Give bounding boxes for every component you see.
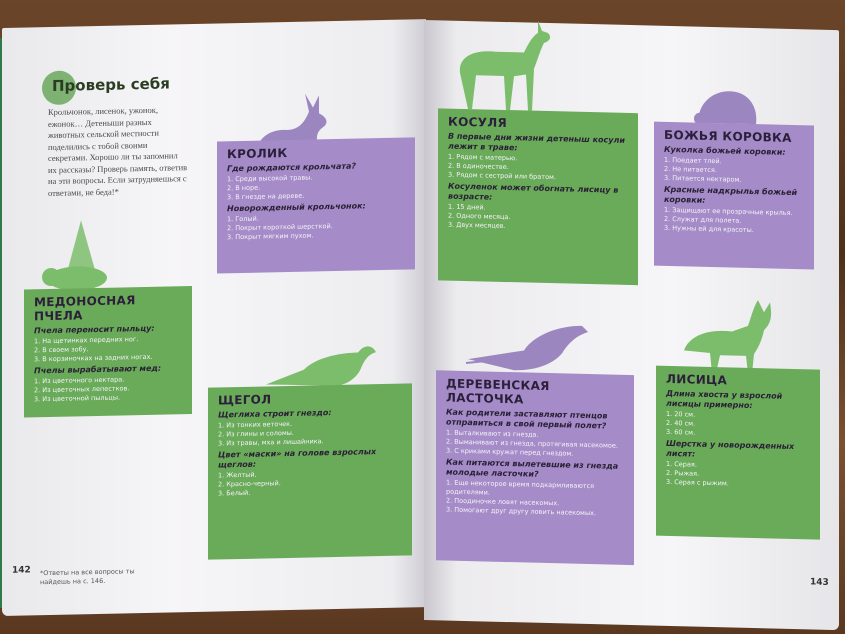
answer: 2. В одиночестве. [448, 161, 509, 172]
answer: 1. Поедает тлей. [664, 155, 722, 166]
left-page [2, 19, 426, 616]
answer: 2. Выманивают из гнезда, протягивая насекомое. [446, 437, 618, 450]
question: Как родители заставляют птенцов отправиться в свой первый полет? [446, 407, 608, 431]
card-swallow [436, 370, 634, 565]
card-rabbit [217, 137, 415, 273]
question: Косуленок может обогнать лисицу в возрасте: [448, 181, 619, 202]
answer: 3. Из травы, мха и лишайника. [218, 437, 324, 448]
card-title: ЩЕГОЛ [218, 392, 272, 408]
question: Цвет «маски» на голове взрослых щеглов: [218, 447, 377, 470]
question: В первые дни жизни детеныш косули лежит в траве: [448, 131, 625, 153]
card-title: МЕДОНОСНАЯ ПЧЕЛА [34, 293, 136, 324]
answer: 1. Еще некоторое время подкармливаются родителями. [446, 478, 595, 497]
card-title: КРОЛИК [227, 146, 288, 162]
answer: 1. Рядом с матерью. [448, 152, 518, 163]
answer: 2. В своем зобу. [34, 345, 89, 355]
card-title: БОЖЬЯ КОРОВКА [664, 127, 792, 145]
question: Длина хвоста у взрослой лисицы примерно: [666, 388, 783, 411]
answer: 1. Голый. [227, 214, 259, 224]
answer: 1. Среди высокой травы. [227, 173, 313, 184]
roe-deer-silhouette [454, 13, 554, 115]
footnote: *Ответы на все вопросы ты найдешь на с. 146. [40, 567, 135, 587]
question: Как питаются вылетевшие из гнезда молодые ласточки? [446, 457, 619, 479]
answer: 3. Из цветочной пыльцы. [34, 393, 121, 404]
answer: 3. Белый. [218, 488, 251, 498]
card-fox [656, 366, 820, 540]
answer: 3. Питается нектаром. [664, 173, 742, 184]
answer: 2. Не питается. [664, 164, 717, 175]
answer: 2. Служат для полета. [664, 214, 742, 225]
answer: 3. Двух месяцев. [448, 220, 506, 230]
page-number: 142 [12, 565, 31, 576]
answer: 3. Серая с рыжим. [666, 477, 729, 488]
question: Пчела переносит пыльцу: [34, 323, 155, 336]
fox-silhouette [680, 294, 780, 376]
answer: 2. 40 см. [666, 418, 696, 428]
question: Где рождаются крольчата? [227, 161, 357, 174]
answer: 1. На щетинках передних ног. [34, 335, 139, 346]
question: Щеглиха строит гнездо: [218, 408, 332, 420]
answer: 3. Рядом с сестрой или братом. [448, 170, 557, 182]
card-bee [24, 286, 192, 418]
answer: 2. В норе. [227, 183, 261, 193]
intro-text: Крольчонок, лисенок, ужонок, ежонок… Детеныши разных животных сельской местности поделились с тобой своими секретами. Хорошо ли ты запомнил их рассказы? Проверь память, ответив на эти вопросы. Если затрудняешься с ответами, не беда!* [48, 104, 188, 198]
answer: 2. Покрыт короткой шерсткой. [227, 222, 333, 233]
answer: 2. Из глины и соломы. [218, 428, 294, 439]
answer: 3. В гнезде на дереве. [227, 191, 305, 202]
question: Новорожденный крольчонок: [227, 201, 366, 214]
bee-silhouette [37, 216, 117, 296]
answer: 1. Из цветочного нектара. [34, 375, 125, 386]
right-page [424, 20, 839, 630]
card-goldfinch [208, 383, 412, 559]
answer: 2. Одного месяца. [448, 211, 511, 222]
question: Пчелы вырабатывают мед: [34, 363, 162, 376]
answer: 1. Желтый. [218, 470, 257, 480]
card-roe-deer [438, 108, 638, 285]
answer: 3. С криками кружат перед гнездом. [446, 446, 574, 458]
answer: 3. Нужны ей для красоты. [664, 223, 754, 235]
answer: 1. 15 дней. [448, 202, 486, 212]
answer: 2. Красно-черный. [218, 479, 281, 489]
answer: 1. Из тонких веточек. [218, 419, 293, 430]
answer: 3. Помогают друг другу ловить насекомых. [446, 505, 597, 518]
answer: 2. Рыжая. [666, 468, 700, 478]
card-title: ДЕРЕВЕНСКАЯ ЛАСТОЧКА [446, 376, 550, 407]
question: Куколка божьей коровки: [664, 144, 786, 157]
answer: 1. Защищают ее прозрачные крылья. [664, 205, 793, 218]
answer: 3. 60 см. [666, 427, 696, 437]
page-number: 143 [810, 577, 829, 588]
answer: 1. Серая. [666, 459, 697, 469]
question: Шерстка у новорожденных лисят: [666, 438, 795, 459]
card-title: КОСУЛЯ [448, 114, 508, 131]
page-title: Проверь себя [52, 74, 170, 95]
answer: 3. Покрыт мягким пухом. [227, 231, 314, 242]
answer: 2. Из цветочных лепестков. [34, 384, 130, 395]
question: Красные надкрылья божьей коровки: [664, 184, 798, 205]
answer: 2. Поодиночке ловят насекомых. [446, 496, 560, 508]
answer: 1. 20 см. [666, 409, 696, 419]
card-title: ЛИСИЦА [666, 371, 728, 388]
card-ladybug [654, 122, 814, 270]
answer: 1. Выталкивают из гнезда. [446, 428, 539, 439]
answer: 3. В корзиночках на задних ногах. [34, 352, 153, 364]
